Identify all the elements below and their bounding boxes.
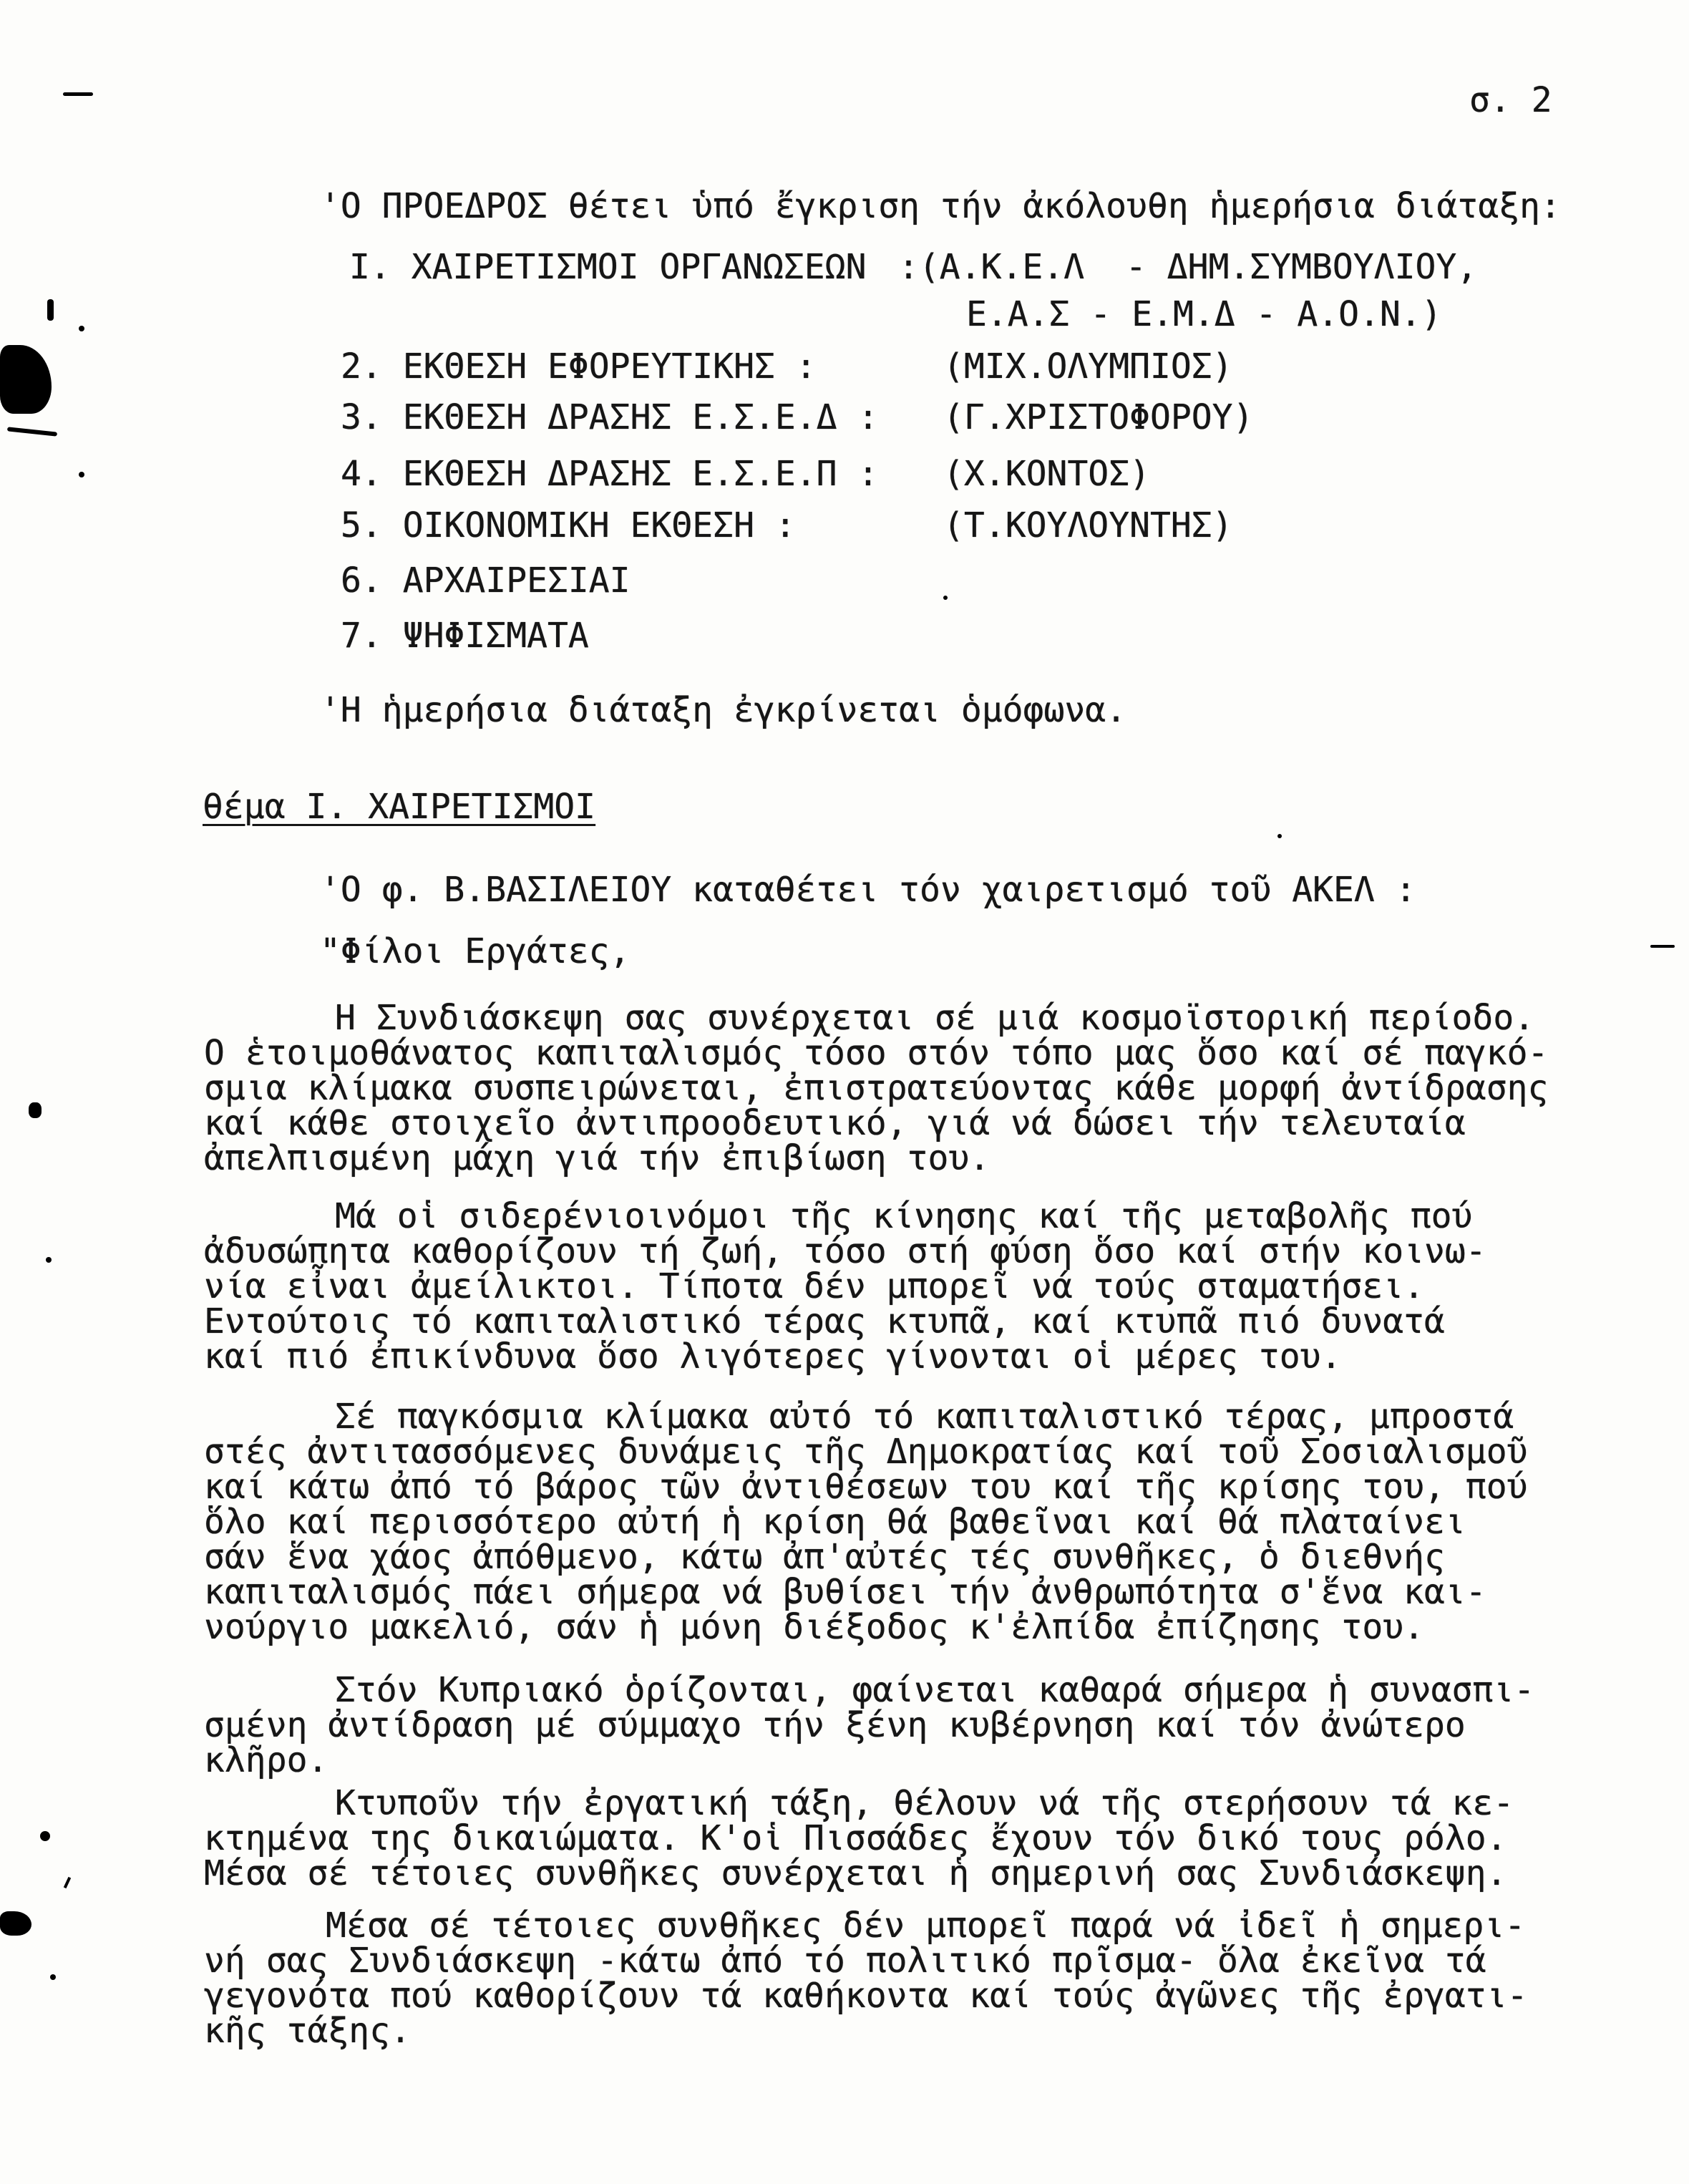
agenda-item-label: Ι. ΧΑΙΡΕΤΙΣΜΟΙ ΟΡΓΑΝΩΣΕΩΝ [349, 247, 867, 287]
scan-speck [79, 472, 84, 477]
letter-paragraph [204, 1908, 1628, 2049]
paragraph-line: νία εἶναι ἀμείλικτοι. Τίποτα δέν μπορεῖ νά τούς σταματήσει. [204, 1266, 1425, 1306]
scan-speck [1650, 945, 1675, 948]
paragraph-line: νούργιο μακελιό, σάν ἡ μόνη διέξοδος κ'ἐλπίδα ἐπίζησης του. [204, 1607, 1425, 1647]
agenda-item-detail: (Χ.ΚΟΝΤΟΣ) [943, 454, 1150, 494]
paragraph-line: σάν ἕνα χάος ἀπόθμενο, κάτω ἀπ'αὐτές τές συνθῆκες, ὁ διεθνής [204, 1537, 1445, 1577]
paragraph-line: Ο ἑτοιμοθάνατος καπιταλισμός τόσο στόν τόπο μας ὅσο καί σέ παγκό- [204, 1033, 1549, 1073]
paragraph-line: Στόν Κυπριακό ὁρίζονται, φαίνεται καθαρά σήμερα ἡ συνασπι- [335, 1670, 1535, 1710]
scan-speck [7, 427, 57, 436]
letter-paragraph [204, 1670, 1628, 1780]
paragraph-line: κλῆρο. [204, 1740, 328, 1780]
paragraph-line: ἀδυσώπητα καθορίζουν τή ζωή, τόσο στή φύση ὅσο καί στήν κοινω- [204, 1231, 1486, 1271]
agenda-item-detail: :(Α.Κ.Ε.Λ - ΔΗΜ.ΣΥΜΒΟΥΛΙΟΥ, [898, 247, 1478, 287]
agenda-item-detail-continued: Ε.Α.Σ - Ε.Μ.Δ - Α.Ο.Ν.) [966, 294, 1442, 334]
scan-speck [0, 345, 52, 414]
agenda-item-detail: (Γ.ΧΡΙΣΤΟΦΟΡΟΥ) [943, 397, 1254, 437]
page-number: σ. 2 [1469, 80, 1552, 120]
paragraph-line: σμια κλίμακα συσπειρώνεται, ἐπιστρατεύοντας κάθε μορφή ἀντίδρασης [204, 1068, 1549, 1108]
letter-paragraph [204, 1399, 1628, 1645]
agenda-item-label: 2. ΕΚΘΕΣΗ ΕΦΟΡΕΥΤΙΚΗΣ : [341, 346, 817, 387]
paragraph-line: Κτυποῦν τήν ἐργατική τάξη, θέλουν νά τῆς στερήσουν τά κε- [335, 1783, 1514, 1823]
letter-salutation: "Φίλοι Εργάτες, [320, 931, 631, 971]
agenda-item-label: 7. ΨΗΦΙΣΜΑΤΑ [341, 616, 589, 656]
paragraph-line: στές ἀντιτασσόμενες δυνάμεις τῆς Δημοκρατίας καί τοῦ Σοσιαλισμοῦ [204, 1432, 1528, 1472]
scan-speck [46, 1257, 52, 1263]
paragraph-line: Η Συνδιάσκεψη σας συνέρχεται σέ μιά κοσμοϊστορική περίοδο. [335, 998, 1535, 1038]
scan-speck [1277, 834, 1282, 838]
agenda-item-label: 6. ΑΡΧΑΙΡΕΣΙΑΙ [341, 560, 631, 601]
scan-speck [29, 1102, 42, 1118]
paragraph-line: σμένη ἀντίδραση μέ σύμμαχο τήν ξένη κυβέρνηση καί τόν ἀνώτερο [204, 1705, 1466, 1745]
agenda-item-label: 4. ΕΚΘΕΣΗ ΔΡΑΣΗΣ Ε.Σ.Ε.Π : [341, 454, 879, 494]
agenda-item-detail: (Τ.ΚΟΥΛΟΥΝΤΗΣ) [943, 505, 1233, 545]
paragraph-line: καί κάτω ἀπό τό βάρος τῶν ἀντιθέσεων του καί τῆς κρίσης του, πού [204, 1467, 1528, 1507]
scan-speck [64, 1877, 71, 1888]
paragraph-line: Σέ παγκόσμια κλίμακα αὐτό τό καπιταλιστικό τέρας, μπροστά [335, 1397, 1514, 1437]
paragraph-line: ὅλο καί περισσότερο αὐτή ἡ κρίση θά βαθεῖναι καί θά πλαταίνει [204, 1502, 1466, 1542]
agenda-item-detail: (ΜΙΧ.ΟΛΥΜΠΙΟΣ) [943, 346, 1233, 387]
paragraph-line: καπιταλισμός πάει σήμερα νά βυθίσει τήν ἀνθρωπότητα σ'ἕνα και- [204, 1572, 1486, 1612]
paragraph-line: κῆς τάξης. [204, 2011, 411, 2051]
section-intro: 'Ο φ. Β.ΒΑΣΙΛΕΙΟΥ καταθέτει τόν χαιρετισμό τοῦ ΑΚΕΛ : [320, 870, 1416, 910]
agenda-item-label: 3. ΕΚΘΕΣΗ ΔΡΑΣΗΣ Ε.Σ.Ε.Δ : [341, 397, 879, 437]
paragraph-line: γεγονότα πού καθορίζουν τά καθήκοντα καί τούς ἀγῶνες τῆς ἐργατι- [204, 1976, 1528, 2016]
paragraph-line: κτημένα της δικαιώματα. Κ'οἱ Πισσάδες ἔχουν τόν δικό τους ρόλο. [204, 1818, 1507, 1858]
letter-paragraph [204, 998, 1628, 1178]
scan-speck [47, 299, 54, 321]
scan-speck [63, 92, 93, 96]
paragraph-line: Μέσα σέ τέτοιες συνθῆκες συνέρχεται ἡ σημερινή σας Συνδιάσκεψη. [204, 1853, 1507, 1893]
scan-speck [0, 1911, 31, 1936]
paragraph-line: Μά οἱ σιδερένιοινόμοι τῆς κίνησης καί τῆς μεταβολῆς πού [335, 1196, 1473, 1236]
agenda-intro: 'Ο ΠΡΟΕΔΡΟΣ θέτει ὑπό ἔγκριση τήν ἀκόλουθη ἡμερήσια διάταξη: [320, 186, 1561, 226]
agenda-item-label: 5. ΟΙΚΟΝΟΜΙΚΗ ΕΚΘΕΣΗ : [341, 505, 796, 545]
section-heading: θέμα Ι. ΧΑΙΡΕΤΙΣΜΟΙ [203, 787, 596, 827]
scan-speck [40, 1831, 50, 1841]
agenda-approval: 'Η ἡμερήσια διάταξη ἐγκρίνεται ὁμόφωνα. [320, 690, 1127, 730]
scan-speck [79, 326, 84, 331]
paragraph-line: καί πιό ἐπικίνδυνα ὅσο λιγότερες γίνονται οἱ μέρες του. [204, 1336, 1342, 1377]
paragraph-line: καί κάθε στοιχεῖο ἀντιπροοδευτικό, γιά νά δώσει τήν τελευταία [204, 1103, 1466, 1143]
letter-paragraph [204, 1783, 1628, 1893]
paragraph-line: Μέσα σέ τέτοιες συνθῆκες δέν μπορεῖ παρά νά ἰδεῖ ἡ σημερι- [326, 1906, 1526, 1946]
paragraph-line: ἀπελπισμένη μάχη γιά τήν ἐπιβίωση του. [204, 1138, 990, 1178]
scan-speck [50, 1974, 56, 1980]
paragraph-line: Εντούτοις τό καπιταλιστικό τέρας κτυπᾶ, καί κτυπᾶ πιό δυνατά [204, 1301, 1445, 1341]
letter-paragraph [204, 1196, 1628, 1377]
paragraph-line: νή σας Συνδιάσκεψη -κάτω ἀπό τό πολιτικό πρῖσμα- ὅλα ἐκεῖνα τά [204, 1941, 1486, 1981]
scan-speck [943, 596, 948, 600]
